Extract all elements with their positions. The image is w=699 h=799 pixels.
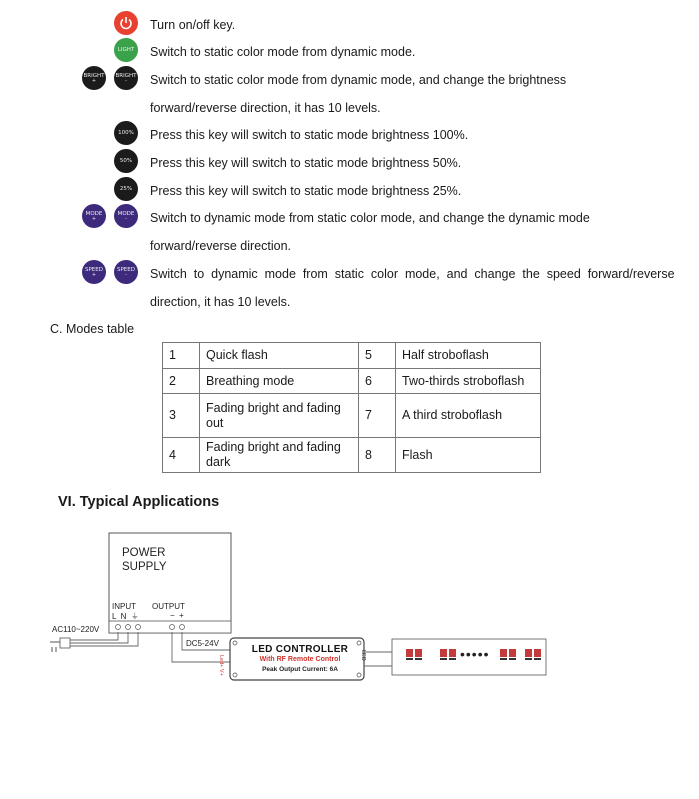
table-cell: 8: [359, 438, 396, 473]
input-pins-label: L N ⏚: [112, 612, 139, 621]
key-description: Switch to static color mode from dynamic mode, and change the brightness: [150, 73, 567, 87]
output-pins-label: − +: [170, 611, 184, 620]
key-description: Switch to static color mode from dynamic mode.: [150, 45, 416, 59]
key-description: Press this key will switch to static mode brightness 25%.: [150, 184, 462, 198]
table-cell: 5: [359, 343, 396, 369]
brightness-100-icon: 100%: [114, 121, 138, 145]
strip-continuation-dots: •••••: [460, 646, 490, 662]
controller-subtitle: With RF Remote Control: [259, 656, 341, 663]
speed-minus-icon: SPEED -: [114, 260, 138, 284]
controller-side-left: Led+ V+: [218, 655, 224, 676]
brightness-25-icon: 25%: [114, 177, 138, 201]
table-cell: Fading bright and fading dark: [200, 438, 359, 473]
table-cell: 7: [359, 394, 396, 438]
controller-title: LED CONTROLLER: [251, 644, 349, 655]
modes-table: [162, 342, 541, 473]
mode-minus-icon: MODE -: [114, 204, 138, 228]
bright-plus-icon: BRIGHT +: [82, 66, 106, 90]
speed-plus-icon: SPEED +: [82, 260, 106, 284]
bright-minus-icon: BRIGHT -: [114, 66, 138, 90]
section-title: VI. Typical Applications: [58, 494, 220, 510]
table-row: [163, 343, 541, 369]
table-cell: Two-thirds stroboflash: [396, 369, 541, 394]
key-description: Turn on/off key.: [150, 18, 236, 32]
controller-peak: Peak Output Current: 6A: [262, 666, 338, 673]
modes-table-title: C. Modes table: [50, 322, 135, 336]
light-icon: LIGHT: [114, 38, 138, 62]
input-label: INPUT: [112, 602, 136, 611]
power-supply-label: POWER SUPPLY: [122, 547, 167, 573]
table-cell: Half stroboflash: [396, 343, 541, 369]
table-cell: 2: [163, 369, 200, 394]
output-label: OUTPUT: [152, 602, 185, 611]
controller-side-right: LED: [360, 650, 366, 661]
power-icon: [114, 11, 138, 35]
table-cell: 1: [163, 343, 200, 369]
dc-voltage-label: DC5-24V: [186, 639, 219, 648]
brightness-50-icon: 50%: [114, 149, 138, 173]
table-cell: 3: [163, 394, 200, 438]
key-description: forward/reverse direction, it has 10 levels.: [150, 101, 381, 115]
table-row: [163, 438, 541, 473]
mode-plus-icon: MODE +: [82, 204, 106, 228]
table-row: [163, 394, 541, 438]
table-cell: Fading bright and fading out: [200, 394, 359, 438]
key-description: forward/reverse direction.: [150, 239, 292, 253]
table-cell: A third stroboflash: [396, 394, 541, 438]
key-description: Switch to dynamic mode from static color mode, and change the speed forward/reverse: [150, 267, 675, 281]
table-cell: 6: [359, 369, 396, 394]
table-cell: Quick flash: [200, 343, 359, 369]
wiring-diagram: [48, 528, 658, 698]
table-row: [163, 369, 541, 394]
key-description: Press this key will switch to static mode brightness 100%.: [150, 128, 469, 142]
table-cell: 4: [163, 438, 200, 473]
key-description: direction, it has 10 levels.: [150, 295, 291, 309]
key-description: Switch to dynamic mode from static color mode, and change the dynamic mode: [150, 211, 590, 225]
ac-voltage-label: AC110~220V: [52, 625, 100, 634]
table-cell: Flash: [396, 438, 541, 473]
table-cell: Breathing mode: [200, 369, 359, 394]
key-description: Press this key will switch to static mode brightness 50%.: [150, 156, 462, 170]
